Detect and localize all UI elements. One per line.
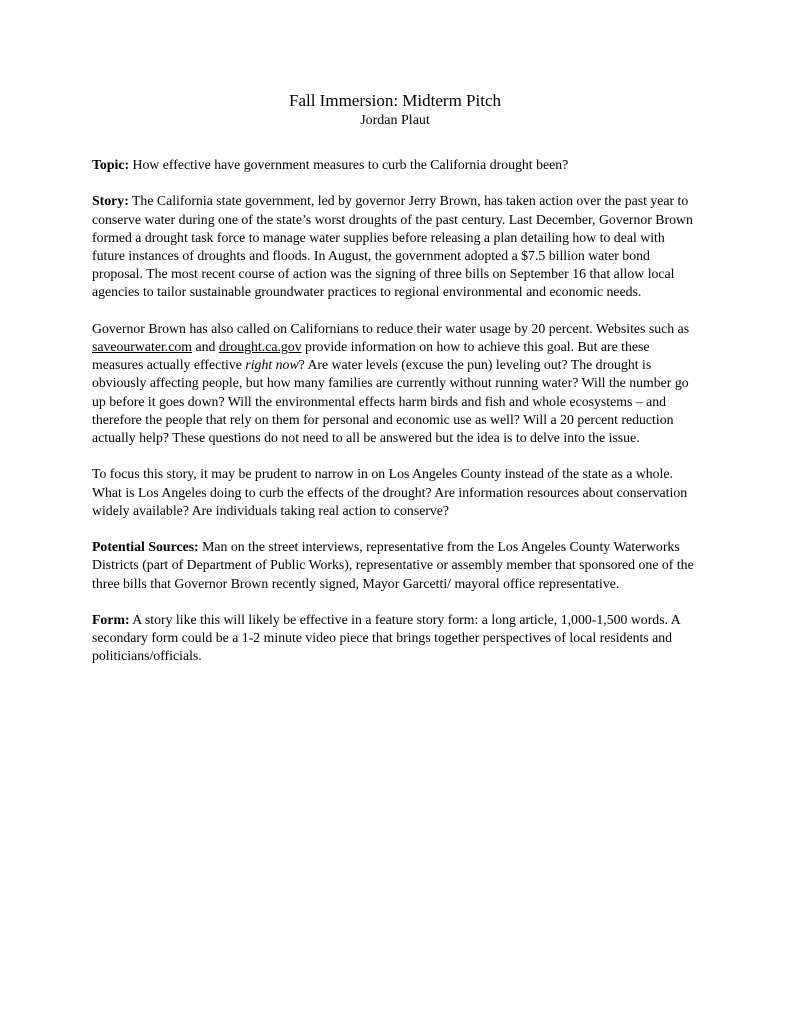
text-run: Man on the street interviews, representative from the Los Angeles County Waterworks Districts (part of Department of Public Works), representative or assembly member that sponsored one of the three bills that Governor Brown recently signed, Mayor Garcetti/ mayoral office representative. — [92, 539, 694, 591]
text-run: To focus this story, it may be prudent to narrow in on Los Angeles County instead of the state as a whole. What is Los Angeles doing to curb the effects of the drought? Are information resources about conservation widely available? Are individuals taking real action to conserve? — [92, 466, 688, 518]
text-run: Topic: — [92, 157, 130, 172]
document-title: Fall Immersion: Midterm Pitch — [288, 91, 501, 110]
paragraph-governor-brown — [92, 320, 698, 447]
paragraph-form — [92, 611, 698, 666]
text-run: ? Are water levels (excuse the pun) leveling out? The drought is obviously affecting people, but how many families are currently without running water? Will the number go up before it goes down? Will the environmental effects harm birds and fish and whole ecosystems – and therefore the people that rely on them for personal and economic use as well? Will a 20 percent reduction actually help? These questions do not need to all be answered but the idea is to delve into the issue. — [92, 357, 689, 446]
paragraph-topic — [92, 156, 698, 174]
link-saveourwater[interactable]: saveourwater.com — [92, 339, 192, 354]
text-run: right now — [245, 357, 299, 373]
text-run: provide information on how to achieve this goal. But are these measures actually effective — [92, 339, 650, 373]
text-run: Potential Sources: — [92, 539, 199, 555]
text-run: and — [192, 339, 219, 354]
text-run: Form: — [92, 612, 130, 627]
text-run: A story like this will likely be effective in a feature story form: a long article, 1,000-1,500 words. A secondary form could be a 1-2 minute video piece that brings together perspectives of local residents and politicians/officials. — [92, 612, 680, 664]
text-run: Story: — [92, 193, 129, 209]
text-run: How effective have government measures to curb the California drought been? — [129, 157, 569, 172]
paragraph-focus-los-angeles — [92, 465, 698, 520]
text-run: The California state government, led by governor Jerry Brown, has taken action over the past year to conserve water during one of the state’s worst droughts of the past century. Last December, Governor Brown formed a drought task force to manage water supplies before releasing a plan detailing how to deal with future instances of droughts and floods. In August, the government adopted a $7.5 billion water bond proposal. The most recent course of action was the signing of three bills on September 16 that allow local agencies to tailor sustainable groundwater practices to regional environmental and economic needs. — [92, 193, 693, 300]
paragraph-potential-sources — [92, 538, 698, 593]
paragraph-story — [92, 192, 698, 301]
link-drought-ca-gov[interactable]: drought.ca.gov — [218, 339, 302, 354]
document-author: Jordan Plaut — [360, 113, 430, 128]
text-run: Governor Brown has also called on Californians to reduce their water usage by 20 percent. Websites such as — [92, 320, 690, 336]
